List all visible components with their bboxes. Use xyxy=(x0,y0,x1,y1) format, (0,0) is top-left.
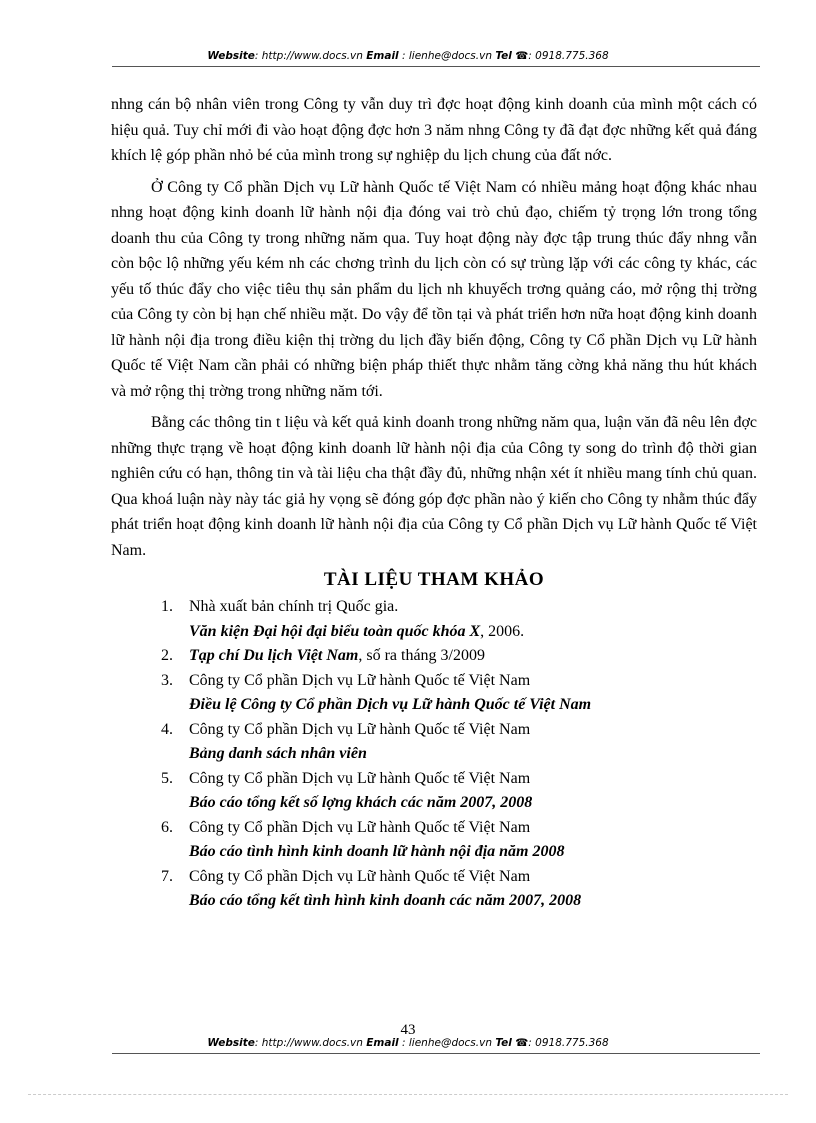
page-footer xyxy=(0,1037,816,1049)
email-value: : lienhe@docs.vn xyxy=(402,50,492,62)
reference-item xyxy=(111,767,757,816)
reference-title: Báo cáo tình hình kinh doanh lữ hành nội địa năm 2008 xyxy=(189,843,565,860)
website-url: : http://www.docs.vn xyxy=(254,1037,363,1049)
reference-publisher: Công ty Cổ phần Dịch vụ Lữ hành Quốc tế Việt Nam xyxy=(189,720,531,738)
tel-label: Tel xyxy=(495,1037,512,1049)
website-url: : http://www.docs.vn xyxy=(254,50,363,62)
email-label: Email xyxy=(366,1037,399,1049)
reference-title: Tạp chí Du lịch Việt Nam xyxy=(189,647,359,664)
reference-number: 6. xyxy=(161,818,173,836)
references-heading: TÀI LIỆU THAM KHẢO xyxy=(323,569,545,590)
page-header xyxy=(0,50,816,62)
reference-publisher: Công ty Cổ phần Dịch vụ Lữ hành Quốc tế Việt Nam xyxy=(189,769,531,787)
phone-icon: ☎ xyxy=(515,50,529,62)
email-label: Email xyxy=(366,50,399,62)
tel-value: : 0918.775.368 xyxy=(528,1037,609,1049)
website-label: Website xyxy=(207,50,255,62)
paragraph-3: Bằng các thông tin t liệu và kết quả kinh doanh trong những năm qua, luận văn đã nêu lên đợc những thực trạng về hoạt động kinh doanh lữ hành nội địa của Công ty song do trình độ thời gian nghiên cứu có hạn, thông tin và tài liệu cha thật đầy đủ, những nhận xét ít nhiều mang tính chủ quan. Qua khoá luận này này tác giả hy vọng sẽ đóng góp đợc phần nào ý kiến cho Công ty nhằm thúc đẩy phát triển hoạt động kinh doanh lữ hành nội địa của Công ty Cổ phần Dịch vụ Lữ hành Quốc tế Việt Nam. xyxy=(111,414,757,559)
header-rule xyxy=(112,66,760,67)
phone-icon: ☎ xyxy=(515,1037,529,1049)
reference-publisher: Nhà xuất bản chính trị Quốc gia. xyxy=(189,598,399,615)
reference-number: 7. xyxy=(161,867,173,885)
reference-publisher: Công ty Cổ phần Dịch vụ Lữ hành Quốc tế Việt Nam xyxy=(189,867,531,885)
page-number: 43 xyxy=(400,1022,416,1038)
reference-title: Báo cáo tổng kết số lợng khách các năm 2007, 2008 xyxy=(189,794,533,811)
reference-item xyxy=(111,669,757,718)
tel-value: : 0918.775.368 xyxy=(528,50,609,62)
website-label: Website xyxy=(207,1037,255,1049)
reference-title: Điều lệ Công ty Cổ phần Dịch vụ Lữ hành Quốc tế Việt Nam xyxy=(189,696,592,713)
references-list xyxy=(111,595,757,914)
reference-number: 4. xyxy=(161,720,173,738)
tel-label: Tel xyxy=(495,50,512,62)
reference-item xyxy=(111,718,757,767)
reference-title: Báo cáo tổng kết tình hình kinh doanh các năm 2007, 2008 xyxy=(189,892,582,909)
reference-item xyxy=(111,865,757,914)
reference-title: Văn kiện Đại hội đại biểu toàn quốc khóa X xyxy=(189,622,481,640)
reference-item xyxy=(111,816,757,865)
reference-publisher: Công ty Cổ phần Dịch vụ Lữ hành Quốc tế Việt Nam xyxy=(189,818,531,836)
paragraph-2: Ở Công ty Cổ phần Dịch vụ Lữ hành Quốc tế Việt Nam có nhiều mảng hoạt động khác nhau nhng hoạt động kinh doanh lữ hành nội địa đóng vai trò chủ đạo, chiếm tỷ trọng lớn trong tổng doanh thu của Công ty trong những năm qua. Tuy hoạt động này đợc tập trung thúc đẩy nhng vẫn còn bộc lộ những yếu kém nh các chơng trình du lịch còn có sự trùng lặp với các công ty khác, các yếu tố thúc đẩy cho việc tiêu thụ sản phẩm du lịch nh khuyếch trơng quảng cáo, mở rộng thị trờng của Công ty còn bị hạn chế nhiều mặt. Do vậy để tồn tại và phát triển hơn nữa hoạt động kinh doanh lữ hành nội địa trong điều kiện thị trờng du lịch đầy biến động, Công ty Cổ phần Dịch vụ Lữ hành Quốc tế Việt Nam cần phải có những biện pháp thiết thực nhằm tăng cờng khả năng thu hút khách và mở rộng thị trờng trong những năm tới. xyxy=(111,178,757,400)
reference-item xyxy=(111,644,757,669)
reference-item xyxy=(111,595,757,644)
footer-rule xyxy=(112,1053,760,1054)
page-break-divider xyxy=(28,1094,788,1095)
document-body xyxy=(111,92,757,914)
reference-number: 3. xyxy=(161,671,173,689)
email-value: : lienhe@docs.vn xyxy=(402,1037,492,1049)
paragraph-1: nhng cán bộ nhân viên trong Công ty vẫn duy trì đợc hoạt động kinh doanh của mình một cách có hiệu quả. Tuy chỉ mới đi vào hoạt động đợc hơn 3 năm nhng Công ty đã đạt đợc những kết quả đáng khích lệ góp phần nhỏ bé của mình trong sự nghiệp du lịch chung của đất nớc. xyxy=(111,96,757,164)
reference-issue: , số ra tháng 3/2009 xyxy=(358,647,485,664)
reference-number: 5. xyxy=(161,769,173,787)
reference-number: 2. xyxy=(161,647,173,664)
reference-number: 1. xyxy=(161,598,173,615)
reference-title: Bảng danh sách nhân viên xyxy=(189,745,367,762)
reference-publisher: Công ty Cổ phần Dịch vụ Lữ hành Quốc tế Việt Nam xyxy=(189,671,531,689)
reference-year: , 2006. xyxy=(480,622,525,640)
